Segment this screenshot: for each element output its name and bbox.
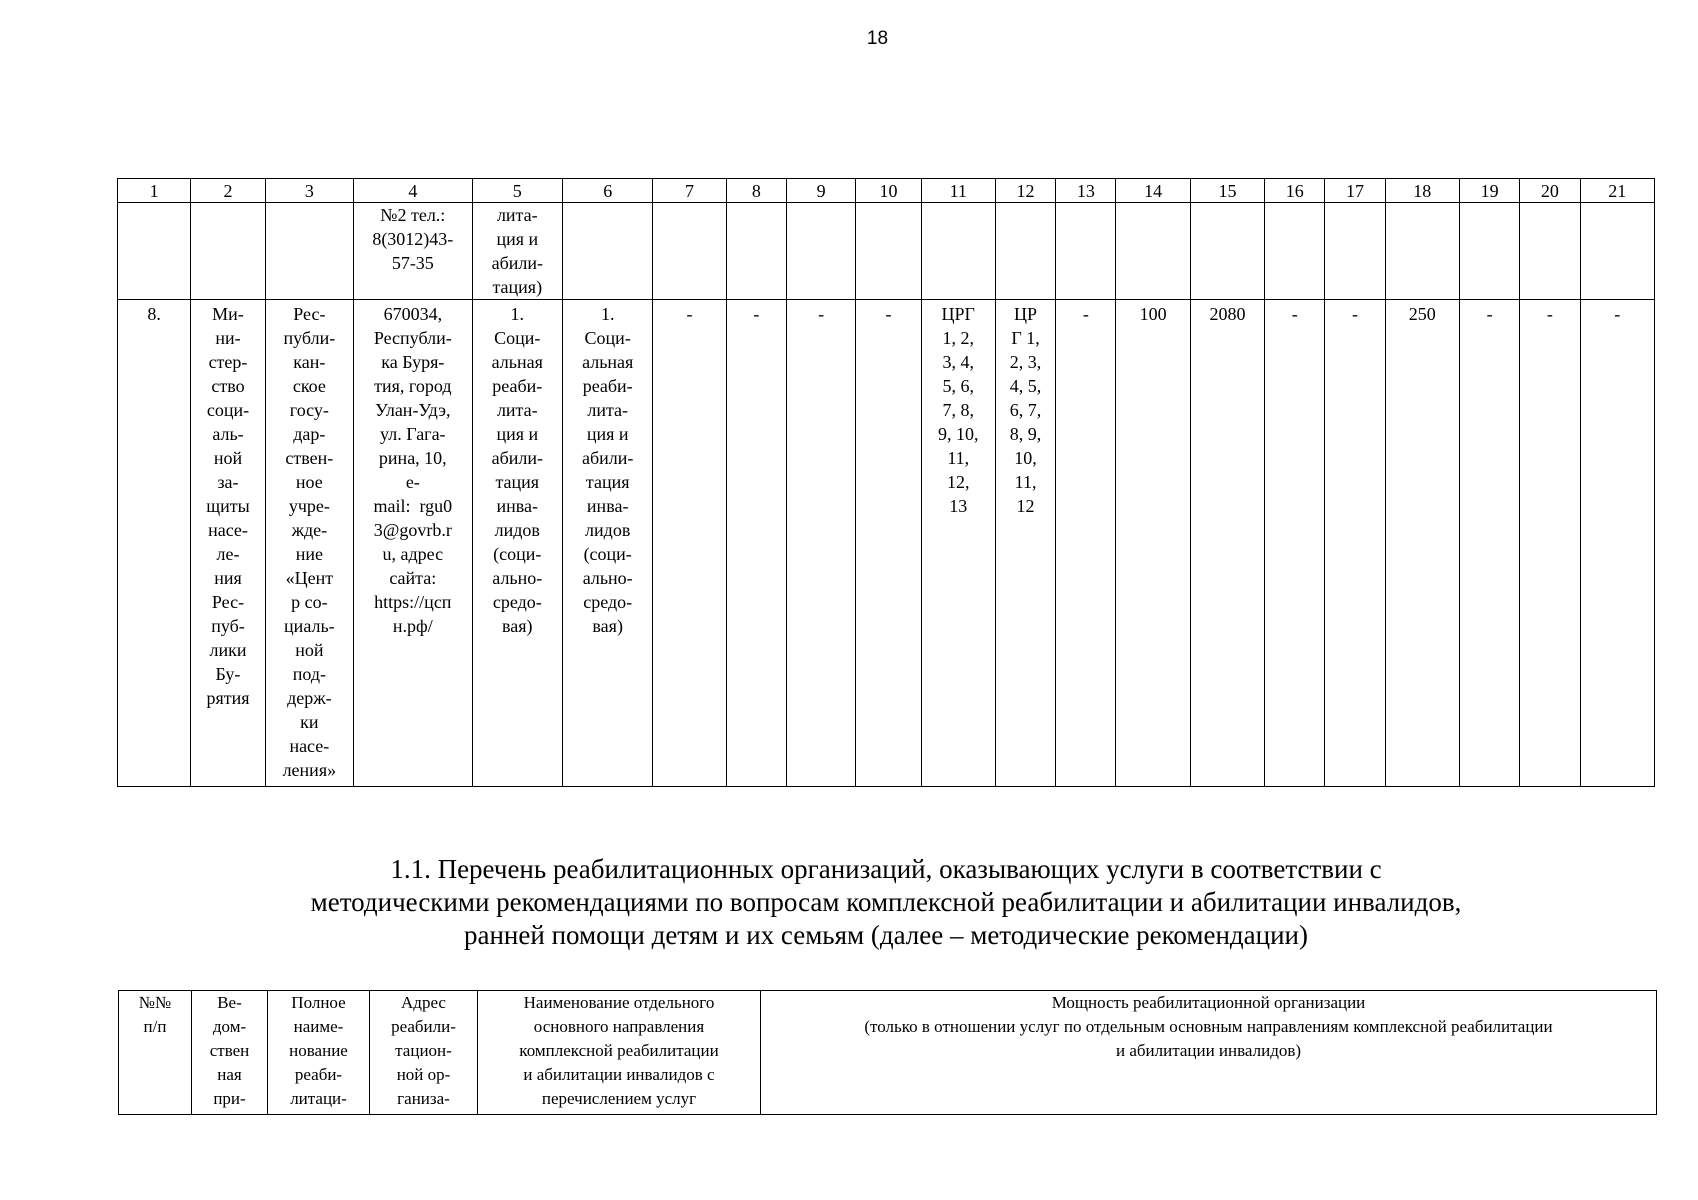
column-header-1 xyxy=(119,991,192,1115)
column-header-5 xyxy=(478,991,761,1115)
page-number: 18 xyxy=(866,28,889,49)
cell-text: - xyxy=(1291,304,1298,324)
cell-text: Рес- публи- кан- ское госу- дар- ствен- ное учре- жде- ние «Цент р со- циаль- ной под- держ- ки насе- ления» xyxy=(282,304,337,780)
table-cell-2 xyxy=(191,300,265,787)
table-cell-2 xyxy=(191,203,265,300)
cell-text: 7 xyxy=(685,180,695,201)
cell-text: - xyxy=(686,304,693,324)
column-number-17 xyxy=(1325,179,1385,203)
column-number-16 xyxy=(1265,179,1325,203)
organizations-header-row xyxy=(119,991,1657,1115)
column-number-5 xyxy=(472,179,562,203)
table-cell-9 xyxy=(786,203,855,300)
cell-text: Мощность реабилитационной организации (только в отношении услуг по отдельным основным направлениям комплексной реабилитации и абилитации инвалидов) xyxy=(864,993,1553,1060)
table-cell-6 xyxy=(562,203,652,300)
column-number-14 xyxy=(1116,179,1190,203)
cell-text: 2080 xyxy=(1209,304,1246,324)
table-cell-10 xyxy=(856,203,921,300)
table-cell-13 xyxy=(1056,203,1116,300)
table-cell-9 xyxy=(786,300,855,787)
column-header-6 xyxy=(761,991,1657,1115)
table-cell-3 xyxy=(265,300,353,787)
cell-text: - xyxy=(1546,304,1553,324)
cell-text: 1. Соци- альная реаби- лита- ция и абили- тация инва- лидов (соци- ально- средо- вая) xyxy=(581,304,634,636)
cell-text: - xyxy=(885,304,892,324)
column-number-2 xyxy=(191,179,265,203)
column-number-12 xyxy=(995,179,1055,203)
table-cell-8 xyxy=(726,203,786,300)
table-cell-17 xyxy=(1325,300,1385,787)
table-cell-20 xyxy=(1520,300,1580,787)
cell-text: №№ п/п xyxy=(138,993,172,1036)
cell-text: №2 тел.: 8(3012)43- 57-35 xyxy=(372,205,454,273)
cell-text: 21 xyxy=(1608,180,1627,201)
table-cell-16 xyxy=(1265,203,1325,300)
table-cell-19 xyxy=(1459,203,1519,300)
cell-text: 8 xyxy=(751,180,761,201)
cell-text: Ми- ни- стер- ство соци- аль- ной за- щиты насе- ле- ния Рес- пуб- лики Бу- рятия xyxy=(206,304,250,708)
table-cell-20 xyxy=(1520,203,1580,300)
cell-text: 5 xyxy=(512,180,522,201)
table-cell-4 xyxy=(354,300,473,787)
table-cell-11 xyxy=(921,300,995,787)
table-cell-5 xyxy=(472,203,562,300)
column-number-1 xyxy=(118,179,191,203)
cell-text: 13 xyxy=(1076,180,1095,201)
column-number-6 xyxy=(562,179,652,203)
organizations-table xyxy=(118,990,1657,1115)
column-number-8 xyxy=(726,179,786,203)
column-number-15 xyxy=(1190,179,1264,203)
table-cell-8 xyxy=(726,300,786,787)
cell-text: 8. xyxy=(147,304,161,324)
column-header-4 xyxy=(370,991,478,1115)
cell-text: 1. Соци- альная реаби- лита- ция и абили- тация инва- лидов (соци- ально- средо- вая) xyxy=(491,304,543,636)
cell-text: лита- ция и абили- тация) xyxy=(491,205,543,297)
table-cell-1 xyxy=(118,300,191,787)
table-cell-1 xyxy=(118,203,191,300)
column-number-4 xyxy=(354,179,473,203)
column-number-13 xyxy=(1056,179,1116,203)
table-cell-13 xyxy=(1056,300,1116,787)
table-cell-7 xyxy=(653,300,726,787)
column-number-3 xyxy=(265,179,353,203)
table-cell-4 xyxy=(354,203,473,300)
table-cell-12 xyxy=(995,203,1055,300)
column-number-7 xyxy=(653,179,726,203)
column-number-20 xyxy=(1520,179,1580,203)
cell-text: 11 xyxy=(949,180,967,201)
cell-text: - xyxy=(818,304,825,324)
cell-text: - xyxy=(753,304,760,324)
cell-text: Ве- дом- ствен ная при- xyxy=(209,993,250,1108)
services-table xyxy=(117,178,1655,787)
cell-text: 6 xyxy=(603,180,613,201)
cell-text: - xyxy=(1352,304,1358,324)
column-number-10 xyxy=(856,179,921,203)
cell-text: 1 xyxy=(149,180,159,201)
column-number-21 xyxy=(1580,179,1655,203)
cell-text: Адрес реабили- тацион- ной ор- ганиза- xyxy=(391,993,456,1108)
cell-text: 3 xyxy=(304,180,314,201)
column-number-18 xyxy=(1385,179,1459,203)
cell-text: 4 xyxy=(408,180,418,201)
section-title: 1.1. Перечень реабилитационных организаций, оказывающих услуги в соответствии с методическими рекомендациями по вопросам комплексной реабилитации и абилитации инвалидов, ранней помощи детям и их семьям (далее – методические рекомендации) xyxy=(310,854,1462,950)
table-cell-5 xyxy=(472,300,562,787)
cell-text: 15 xyxy=(1218,180,1237,201)
column-header-2 xyxy=(192,991,268,1115)
cell-text: 9 xyxy=(816,180,826,201)
cell-text: - xyxy=(1082,304,1089,324)
table-cell-3 xyxy=(265,203,353,300)
table-cell-14 xyxy=(1116,203,1190,300)
column-number-11 xyxy=(921,179,995,203)
table-cell-19 xyxy=(1459,300,1519,787)
cell-text: Наименование отдельного основного направления комплексной реабилитации и абилитации инвалидов с перечислением услуг xyxy=(519,993,719,1108)
table-cell-12 xyxy=(995,300,1055,787)
cell-text: 10 xyxy=(879,180,898,201)
table-cell-18 xyxy=(1385,203,1459,300)
cell-text: 20 xyxy=(1540,180,1559,201)
cell-text: ЦРГ 1, 2, 3, 4, 5, 6, 7, 8, 9, 10, 11, 12, 13 xyxy=(938,304,979,516)
column-header-3 xyxy=(268,991,370,1115)
cell-text: Полное наиме- нование реаби- литаци- xyxy=(289,993,348,1108)
cell-text: - xyxy=(1614,304,1621,324)
table-cell-21 xyxy=(1580,203,1655,300)
table-cell-7 xyxy=(653,203,726,300)
column-number-row xyxy=(118,179,1655,203)
table-cell-18 xyxy=(1385,300,1459,787)
table-cell-11 xyxy=(921,203,995,300)
cell-text: 19 xyxy=(1480,180,1499,201)
cell-text: 14 xyxy=(1144,180,1163,201)
table-cell-10 xyxy=(856,300,921,787)
table-cell-6 xyxy=(562,300,652,787)
table-cell-21 xyxy=(1580,300,1655,787)
column-number-19 xyxy=(1459,179,1519,203)
cell-text: 100 xyxy=(1139,304,1167,324)
column-number-9 xyxy=(786,179,855,203)
cell-text: 17 xyxy=(1346,180,1364,201)
cell-text: ЦР Г 1, 2, 3, 4, 5, 6, 7, 8, 9, 10, 11, 12 xyxy=(1009,304,1042,516)
table-row-8 xyxy=(118,300,1655,787)
cell-text: 18 xyxy=(1413,180,1432,201)
table-cell-14 xyxy=(1116,300,1190,787)
cell-text: 670034, Республи- ка Буря- тия, город Улан-Удэ, ул. Гага- рина, 10, e- mail: rgu0 3@govrb.r u, адрес сайта: https://цсп н.рф/ xyxy=(373,304,453,636)
table-cell-15 xyxy=(1190,203,1264,300)
table-cell-17 xyxy=(1325,203,1385,300)
cell-text: 16 xyxy=(1285,180,1304,201)
cell-text: 2 xyxy=(223,180,233,201)
cell-text: - xyxy=(1486,304,1493,324)
table-row-continued xyxy=(118,203,1655,300)
table-cell-16 xyxy=(1265,300,1325,787)
table-cell-15 xyxy=(1190,300,1264,787)
cell-text: 12 xyxy=(1016,180,1035,201)
cell-text: 250 xyxy=(1408,304,1436,324)
